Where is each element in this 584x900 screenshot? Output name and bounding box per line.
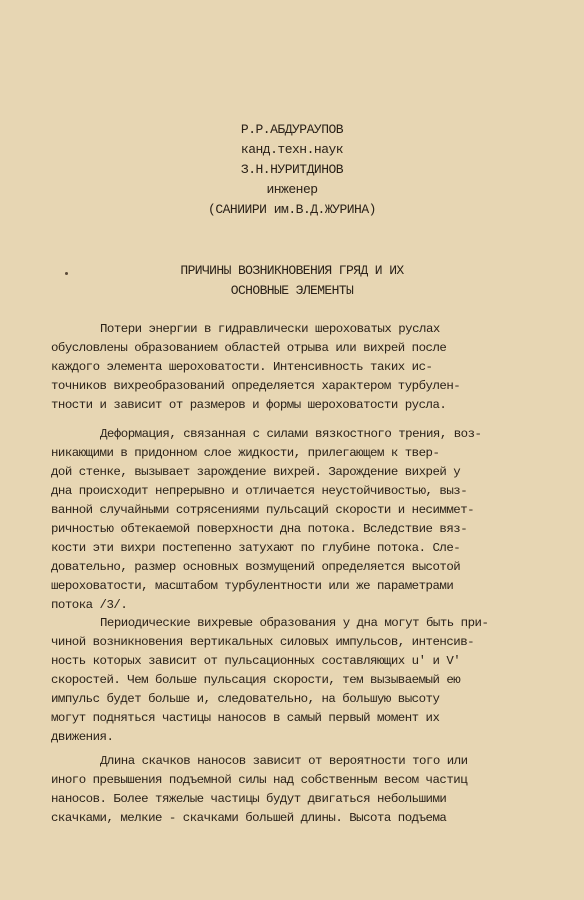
text-line: потока /3/. [51,598,128,612]
article-title [0,261,584,301]
text-line: точников вихреобразований определяется характером турбулен- [51,379,461,393]
text-line: Потери энергии в гидравлически шероховатых руслах [100,322,440,336]
text-line: могут подняться частицы наносов в самый первый момент их [51,711,440,725]
text-line: движения. [51,730,114,744]
text-line: Деформация, связанная с силами вязкостного трения, воз- [100,427,482,441]
text-line: ванной случайными сотрясениями пульсаций скорости и несиммет- [51,503,475,517]
text-line: скоростей. Чем больше пульсация скорости, тем вызываемый ею [51,673,461,687]
text-line: Длина скачков наносов зависит от вероятности того или [100,754,468,768]
text-line: обусловлены образованием областей отрыва или вихрей после [51,341,447,355]
text-line: скачками, мелкие - скачками большей длины. Высота подъема [51,811,447,825]
title-line-2: ОСНОВНЫЕ ЭЛЕМЕНТЫ [230,283,354,298]
author-2-name: З.Н.НУРИТДИНОВ [240,162,344,177]
text-line: кости эти вихри постепенно затухают по глубине потока. Сле- [51,541,461,555]
text-line: тности и зависит от размеров и формы шероховатости русла. [51,398,447,412]
text-line: каждого элемента шероховатости. Интенсивность таких ис- [51,360,433,374]
text-line: Периодические вихревые образования у дна могут быть при- [100,616,489,630]
text-line: дна происходит непрерывно и отличается неустойчивостью, выз- [51,484,468,498]
author-block [0,120,584,220]
text-line: никающими в придонном слое жидкости, прилегающем к твер- [51,446,440,460]
print-speck [65,272,68,275]
author-1-name: Р.Р.АБДУРАУПОВ [240,122,344,137]
title-line-1: ПРИЧИНЫ ВОЗНИКНОВЕНИЯ ГРЯД И ИХ [180,263,404,278]
text-line: шероховатости, масштабом турбулентности или же параметрами [51,579,454,593]
text-line: иного превышения подъемной силы над собственным весом частиц [51,773,468,787]
author-2-position: инженер [266,182,318,197]
text-line: чиной возникновения вертикальных силовых импульсов, интенсив- [51,635,475,649]
text-line: дой стенке, вызывает зарождение вихрей. Зарождение вихрей у [51,465,461,479]
text-line: довательно, размер основных возмущений определяется высотой [51,560,461,574]
text-line: импульс будет больше и, следовательно, на большую высоту [51,692,440,706]
text-line: ричностью обтекаемой поверхности дна потока. Вследствие вяз- [51,522,468,536]
affiliation: (САНИИРИ им.В.Д.ЖУРИНА) [208,202,376,217]
author-1-degree: канд.техн.наук [240,142,344,157]
text-line: наносов. Более тяжелые частицы будут двигаться небольшими [51,792,447,806]
text-line: ность которых зависит от пульсационных составляющих u' и V' [51,654,461,668]
